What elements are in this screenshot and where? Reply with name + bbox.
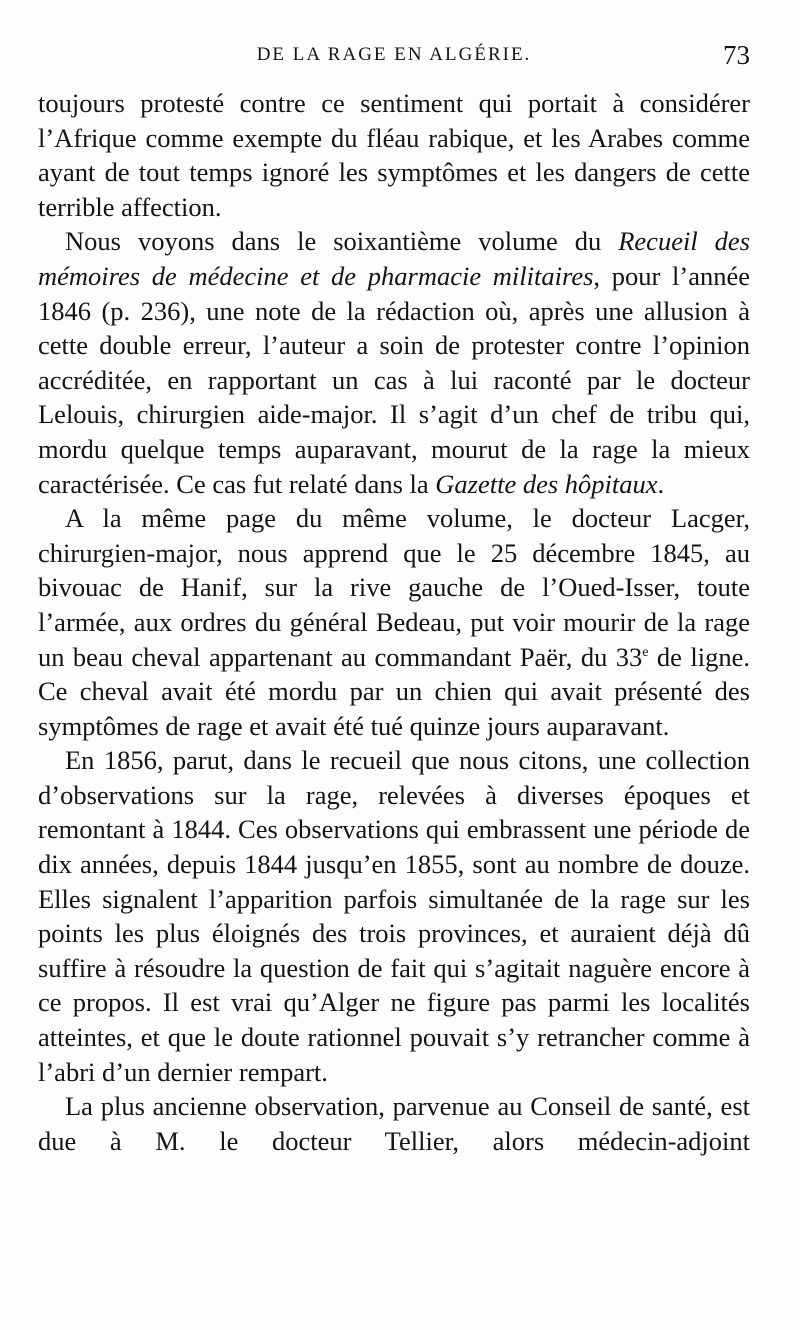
paragraph-2-text-3: .: [657, 468, 665, 499]
paragraph-2-text-1: Nous voyons dans le soixantième volume du: [65, 226, 619, 257]
paragraph-4: En 1856, parut, dans le recueil que nous citons, une collection d’observations sur la rage, relevées à diverses époques et remontant à 1844. Ces observations qui embrassent une période de dix années, depuis 1844 jusqu’en 1855, sont au nombre de douze. Elles signalent l’apparition parfois simultanée de la rage sur les points les plus éloignés des trois provinces, et auraient déjà dû suffire à résoudre la question de fait qui s’agitait naguère encore à ce propos. Il est vrai qu’Alger ne figure pas parmi les localités atteintes, et que le doute rationnel pouvait s’y retrancher comme à l’abri d’un dernier rempart.: [38, 745, 750, 1087]
paragraph-2: [38, 224, 750, 501]
page-header: [38, 40, 750, 80]
paragraph-3: [38, 501, 750, 743]
paragraph-3-text-2: de ligne. Ce cheval avait été mordu par un chien qui avait présenté des symptômes de rage et avait été tué quinze jours auparavant.: [38, 641, 750, 741]
paragraph-3-text-1: A la même page du même volume, le docteur Lacger, chirurgien-major, nous apprend que le 25 décembre 1845, au bivouac de Hanif, sur la rive gauche de l’Oued-Isser, toute l’armée, aux ordres du général Bedeau, put voir mourir de la rage un beau cheval appartenant au commandant Paër, du 33: [38, 503, 750, 672]
paragraph-2-text-2: , pour l’année 1846 (p. 236), une note de la rédaction où, après une allusion à cette double erreur, l’auteur a soin de protester contre l’opinion accréditée, en rapportant un cas à lui raconté par le docteur Lelouis, chirurgien aide-major. Il s’agit d’un chef de tribu qui, mordu quelque temps auparavant, mourut de la rage la mieux caractérisée. Ce cas fut relaté dans la: [38, 260, 750, 499]
body-text: [38, 86, 750, 1158]
journal-title-gazette: Gazette des hôpitaux: [435, 468, 658, 499]
page-number: 73: [723, 40, 750, 70]
paragraph-5: La plus ancienne observation, parvenue au Conseil de santé, est due à M. le docteur Tellier, alors médecin-adjoint: [38, 1091, 750, 1156]
paragraph-1: toujours protesté contre ce sentiment qui portait à considérer l’Afrique comme exempte du fléau rabique, et les Arabes comme ayant de tout temps ignoré les symptômes et les dangers de cette terrible affection.: [38, 88, 750, 222]
running-title: DE LA RAGE EN ALGÉRIE.: [256, 44, 532, 65]
ordinal-superscript: e: [642, 644, 649, 660]
journal-title-recueil: Recueil des mémoires de médecine et de pharmacie militaires: [38, 226, 751, 291]
